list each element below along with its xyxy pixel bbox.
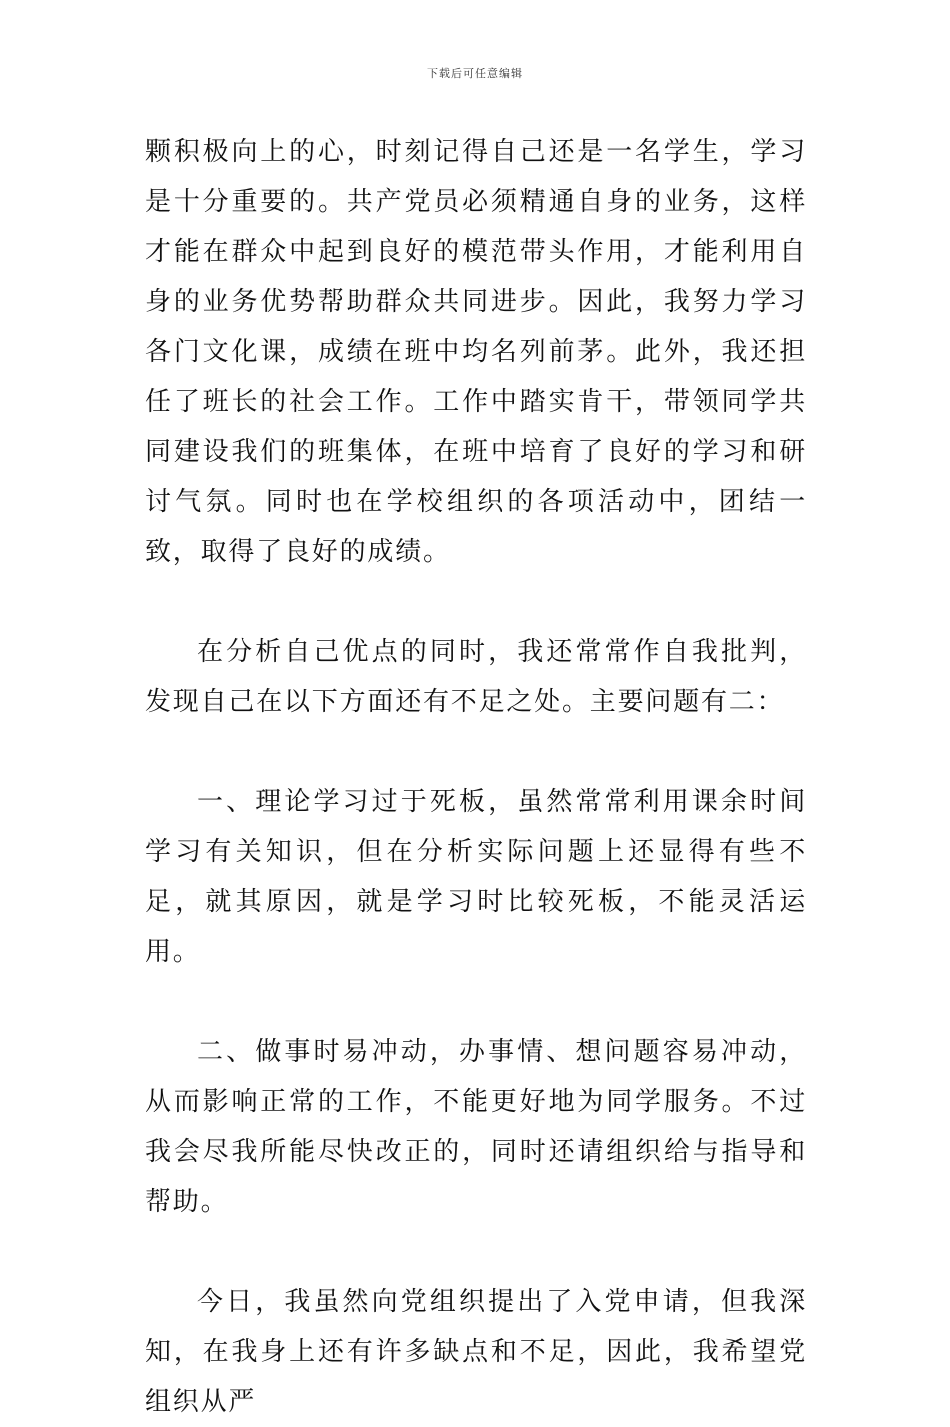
page-header: 下载后可任意编辑 xyxy=(427,67,523,80)
paragraph-5: 今日，我虽然向党组织提出了入党申请，但我深知，在我身上还有许多缺点和不足，因此，我希望党组织从严 xyxy=(145,1287,807,1417)
paragraph-gap xyxy=(145,577,807,627)
paragraph-2: 在分析自己优点的同时，我还常常作自我批判，发现自己在以下方面还有不足之处。主要问题有二： xyxy=(145,637,807,717)
document-body xyxy=(145,127,807,1427)
paragraph-gap xyxy=(145,727,807,777)
paragraph-1: 颗积极向上的心，时刻记得自己还是一名学生，学习是十分重要的。共产党员必须精通自身的业务，这样才能在群众中起到良好的模范带头作用，才能利用自身的业务优势帮助群众共同进步。因此，我努力学习各门文化课，成绩在班中均名列前茅。此外，我还担任了班长的社会工作。工作中踏实肯干，带领同学共同建设我们的班集体，在班中培育了良好的学习和研讨气氛。同时也在学校组织的各项活动中，团结一致，取得了良好的成绩。 xyxy=(145,137,807,567)
paragraph-4: 二、做事时易冲动，办事情、想问题容易冲动，从而影响正常的工作，不能更好地为同学服务。不过我会尽我所能尽快改正的，同时还请组织给与指导和帮助。 xyxy=(145,1037,807,1217)
paragraph-gap xyxy=(145,1227,807,1277)
paragraph-gap xyxy=(145,977,807,1027)
paragraph-3: 一、理论学习过于死板，虽然常常利用课余时间学习有关知识，但在分析实际问题上还显得有些不足，就其原因，就是学习时比较死板，不能灵活运用。 xyxy=(145,787,807,967)
